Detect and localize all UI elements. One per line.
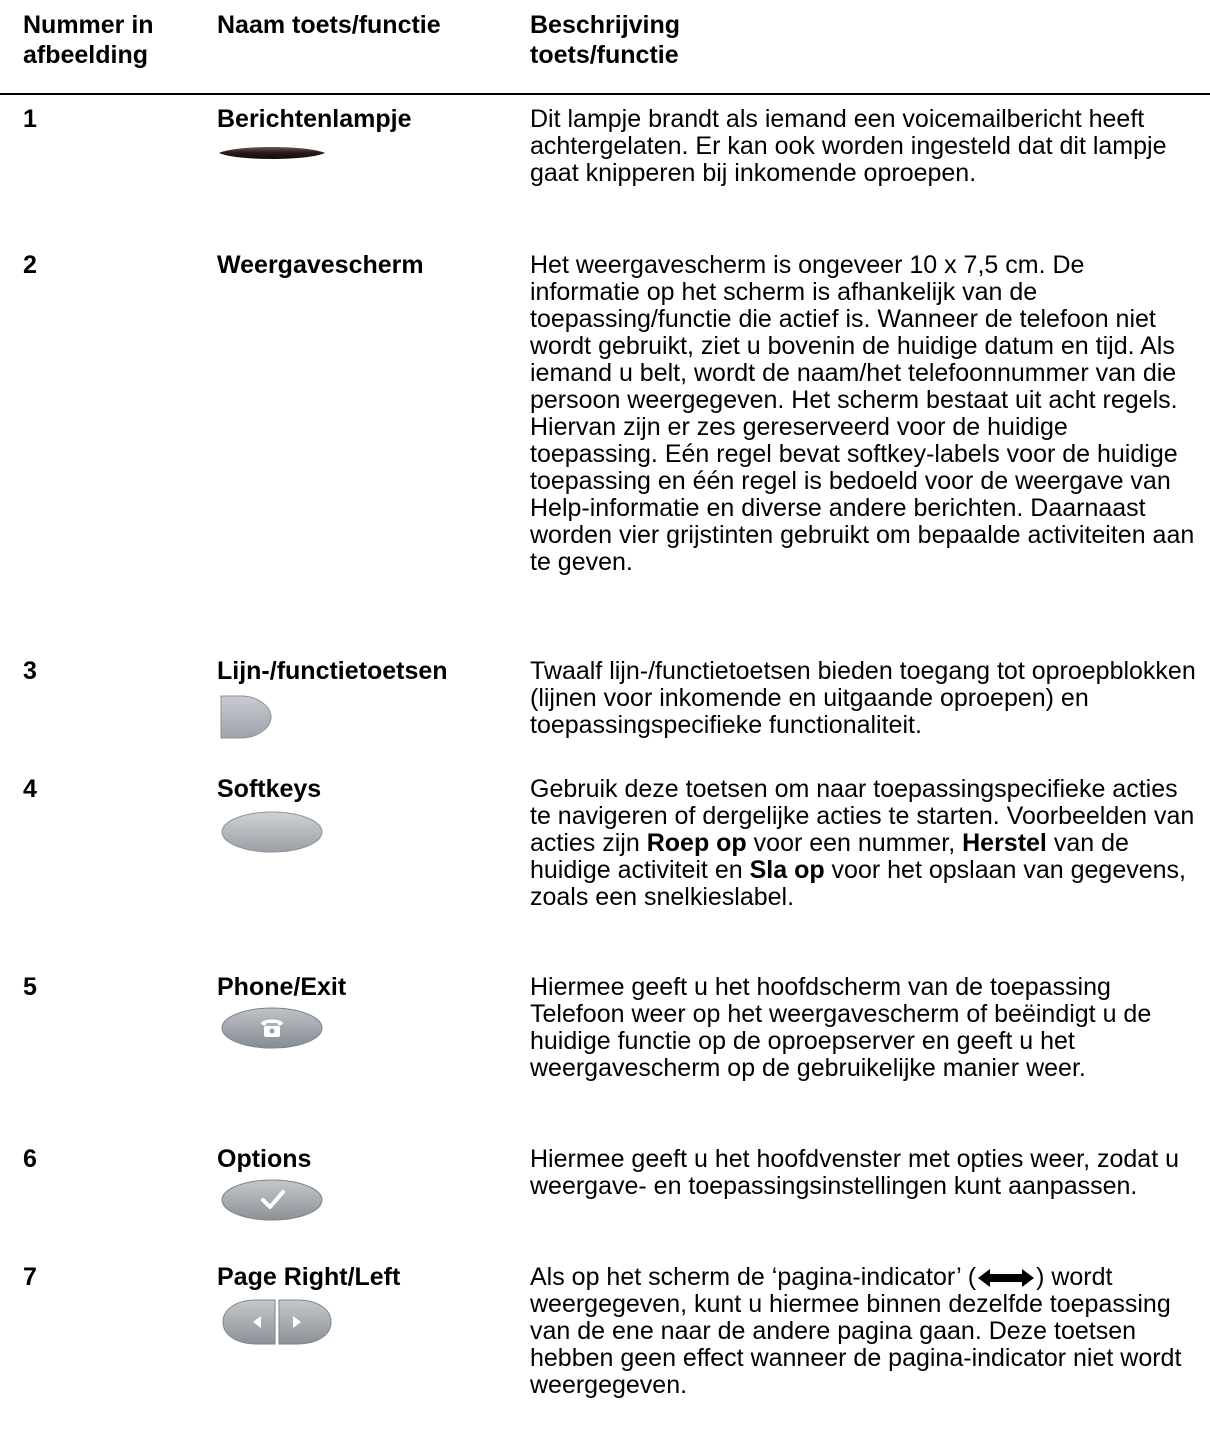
row-number: 2: [23, 251, 37, 279]
row-description: [530, 776, 1200, 911]
desc-bold: Herstel: [962, 829, 1047, 857]
header-divider: [0, 93, 1210, 95]
desc-text: voor een nummer,: [746, 829, 963, 857]
row-number: 4: [23, 775, 37, 803]
row-number: 5: [23, 973, 37, 1001]
options-check-icon: [217, 1176, 327, 1226]
page-indicator-arrow-icon: [976, 1267, 1036, 1289]
desc-text: van de huidige activiteit en: [530, 829, 1129, 884]
desc-text: voor het opslaan van gegevens, zoals een snelkieslabel.: [530, 856, 1186, 911]
header-name: Naam toets/functie: [217, 11, 441, 39]
row-name: Weergavescherm: [217, 251, 424, 279]
row-number: 3: [23, 657, 37, 685]
row-description: Het weergavescherm is ongeveer 10 x 7,5 cm. De informatie op het scherm is afhankelijk van de toepassing/functie die actief is. Wanneer de telefoon niet wordt gebruikt, ziet u bovenin de huidige datum en tijd. Als iemand u belt, wordt de naam/het telefoonnummer van die persoon weergegeven. Het scherm bestaat uit acht regels. Hiervan zijn er zes gereserveerd voor de huidige toepassing. Eén regel bevat softkey-labels voor de huidige toepassing en één regel is bedoeld voor de weergave van Help-informatie en diverse andere berichten. Daarnaast worden vier grijstinten gebruikt om bepaalde activiteiten aan te geven.: [530, 251, 1195, 576]
row-description: Dit lampje brandt als iemand een voicemailbericht heeft achtergelaten. Er kan ook worden ingesteld dat dit lampje gaat knipperen bij inkomende oproepen.: [530, 105, 1167, 187]
softkey-icon: [217, 808, 327, 860]
table-header: [0, 8, 1210, 90]
header-description: Beschrijving toets/functie: [530, 11, 681, 69]
row-number: 6: [23, 1145, 37, 1173]
page-left-right-icon: [217, 1296, 337, 1348]
row-name: Page Right/Left: [217, 1263, 401, 1291]
row-description: Twaalf lijn-/functietoetsen bieden toegang tot oproepblokken (lijnen voor inkomende en uitgaande oproepen) en toepassingspecifieke functionaliteit.: [530, 657, 1196, 739]
row-description: Hiermee geeft u het hoofdvenster met opties weer, zodat u weergave- en toepassingsinstellingen kunt aanpassen.: [530, 1145, 1179, 1200]
row-name: Lijn-/functietoetsen: [217, 657, 448, 685]
message-lamp-icon: [217, 142, 327, 164]
desc-bold: Roep op: [646, 829, 747, 857]
row-number: 7: [23, 1263, 37, 1291]
phone-exit-icon: [217, 1004, 327, 1054]
row-description: [530, 1264, 1200, 1399]
desc-text: Gebruik deze toetsen om naar toepassingspecifieke acties te navigeren of dergelijke acties te starten. Voorbeelden van acties zijn: [530, 775, 1195, 857]
row-name: Phone/Exit: [217, 973, 347, 1001]
row-name: Options: [217, 1145, 312, 1173]
header-number: Nummer in afbeelding: [23, 11, 154, 69]
row-number: 1: [23, 105, 37, 133]
desc-bold: Sla op: [749, 856, 825, 884]
row-name: Berichtenlampje: [217, 105, 412, 133]
row-description: Hiermee geeft u het hoofdscherm van de toepassing Telefoon weer op het weergavescherm of beëindigt u de huidige functie op de oproepserver en geeft u het weergavescherm op de gebruikelijke manier weer.: [530, 973, 1152, 1082]
desc-text: ) wordt weergegeven, kunt u hiermee binnen dezelfde toepassing van de ene naar de andere pagina gaan. Deze toetsen hebben geen effect wanneer de pagina-indicator niet wordt weergegeven.: [530, 1263, 1182, 1399]
line-key-icon: [217, 694, 273, 740]
row-name: Softkeys: [217, 775, 322, 803]
desc-text: Als op het scherm de ‘pagina-indicator’ (: [530, 1263, 977, 1291]
